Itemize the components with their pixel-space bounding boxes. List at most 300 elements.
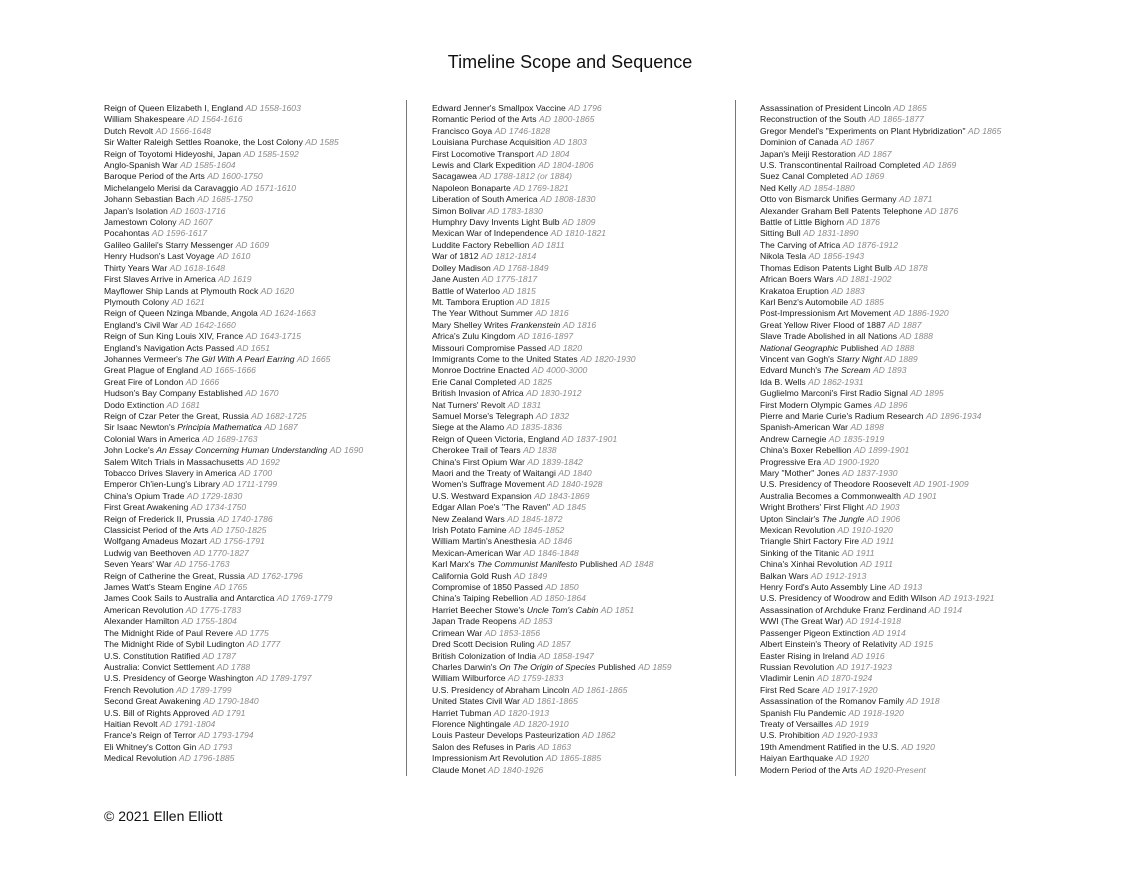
timeline-entry: [760, 491, 1052, 502]
timeline-entry: [760, 240, 1052, 251]
timeline-entry: [432, 571, 728, 582]
timeline-entry: [432, 730, 728, 741]
timeline-entry: [760, 411, 1052, 422]
timeline-entry: [104, 263, 400, 274]
timeline-entry: [432, 708, 728, 719]
event-name: England's Navigation Acts Passed: [104, 342, 235, 353]
event-name: Claude Monet: [432, 764, 486, 775]
event-date: AD 1820-1930: [580, 353, 636, 364]
timeline-entry: [104, 377, 400, 388]
timeline-entry: [104, 217, 400, 228]
timeline-entry: [104, 354, 400, 365]
event-name: William Wilburforce: [432, 673, 506, 684]
event-name: China's Taiping Rebellion: [432, 593, 529, 604]
event-date: AD 1914-1918: [845, 616, 902, 627]
event-name: China's Boxer Rebellion: [760, 445, 852, 456]
event-name: China's First Opium War: [432, 456, 526, 467]
timeline-entry: [432, 331, 728, 342]
event-name: France's Reign of Terror: [104, 730, 196, 741]
event-name: Haiyan Earthquake: [760, 753, 834, 764]
event-date: AD 1901-1909: [913, 479, 969, 490]
event-date: AD 1831: [507, 399, 542, 410]
event-name-suffix: Published: [577, 559, 618, 570]
event-name: U.S. Presidency of Woodrow and Edith Wilson: [760, 593, 937, 604]
event-date: AD 1843-1869: [534, 490, 590, 501]
event-name: Mexican War of Independence: [432, 228, 549, 239]
timeline-entry: [760, 457, 1052, 468]
timeline-entry: [760, 183, 1052, 194]
timeline-entry: [760, 719, 1052, 730]
timeline-entry: [432, 137, 728, 148]
event-name: Francisco Goya: [432, 125, 493, 136]
timeline-entry: [104, 753, 400, 764]
event-date: AD 1609: [235, 239, 270, 250]
event-date: AD 1816-1897: [517, 331, 574, 342]
timeline-entry: [760, 377, 1052, 388]
timeline-entry: [432, 354, 728, 365]
event-date: AD 1886-1920: [893, 308, 949, 319]
work-title: Starry Night: [836, 353, 882, 364]
timeline-entry: [432, 126, 728, 137]
event-name: Nikola Tesla: [760, 251, 807, 262]
event-name: Karl Marx's: [432, 559, 478, 570]
event-date: AD 1856-1943: [808, 251, 865, 262]
timeline-entry: [104, 149, 400, 160]
event-name: Missouri Compromise Passed: [432, 342, 547, 353]
event-date: AD 1690: [329, 445, 364, 456]
event-name: Florence Nightingale: [432, 718, 511, 729]
event-date: AD 1845-1872: [507, 513, 563, 524]
event-name: Liberation of South America: [432, 194, 538, 205]
event-date: AD 1820-1913: [493, 707, 550, 718]
event-date: AD 1681: [166, 399, 201, 410]
event-name: Battle of Little Bighorn: [760, 217, 845, 228]
timeline-entry: [432, 468, 728, 479]
event-name: Anglo-Spanish War: [104, 160, 178, 171]
event-date: AD 1911: [861, 536, 895, 547]
event-name: Reign of Queen Nzinga Mbande, Angola: [104, 308, 258, 319]
event-name: Nat Turners' Revolt: [432, 399, 506, 410]
timeline-entry: [104, 286, 400, 297]
timeline-entry: [760, 365, 1052, 376]
event-date: AD 1775-1783: [185, 604, 242, 615]
timeline-entry: [104, 639, 400, 650]
timeline-entry: [760, 582, 1052, 593]
event-name: Vladimir Lenin: [760, 673, 815, 684]
timeline-entry: [432, 696, 728, 707]
event-date: AD 1620: [260, 285, 295, 296]
timeline-entry: [760, 388, 1052, 399]
event-name: Post-Impressionism Art Movement: [760, 308, 891, 319]
event-date: AD 1787: [202, 650, 236, 661]
timeline-entry: [760, 479, 1052, 490]
event-date: AD 1756-1763: [174, 559, 230, 570]
event-name: Modern Period of the Arts: [760, 764, 858, 775]
event-name: Sir Walter Raleigh Settles Roanoke, the Lost Colony: [104, 137, 303, 148]
event-date: AD 1869: [850, 171, 885, 182]
timeline-entry: [432, 422, 728, 433]
event-name: French Revolution: [104, 684, 174, 695]
timeline-entry: [432, 502, 728, 513]
timeline-entry: [432, 548, 728, 559]
timeline-entry: [760, 639, 1052, 650]
event-date: AD 1840-1926: [487, 764, 544, 775]
event-name: Africa's Zulu Kingdom: [432, 331, 516, 342]
event-date: AD 1607: [179, 217, 213, 228]
event-date: AD 1887: [888, 319, 922, 330]
event-name: The Carving of Africa: [760, 239, 841, 250]
event-name: The Midnight Ride of Paul Revere: [104, 627, 233, 638]
event-date: AD 1624-1663: [260, 308, 316, 319]
timeline-entry: [432, 171, 728, 182]
event-name: Eli Whitney's Cotton Gin: [104, 741, 197, 752]
event-date: AD 1746-1828: [494, 125, 551, 136]
event-name: Sir Isaac Newton's: [104, 422, 178, 433]
event-name: Jane Austen: [432, 274, 480, 285]
event-date: AD 1871: [898, 194, 933, 205]
page-title: Timeline Scope and Sequence: [447, 52, 693, 72]
event-date: AD 1851: [600, 604, 635, 615]
event-name: Crimean War: [432, 627, 483, 638]
event-name: Reign of Queen Victoria, England: [432, 433, 560, 444]
timeline-entry: [760, 274, 1052, 285]
timeline-entry: [432, 593, 728, 604]
event-date: AD 1876: [846, 217, 880, 228]
event-name: Reign of Frederick II, Prussia: [104, 513, 215, 524]
event-name: Ned Kelly: [760, 182, 797, 193]
event-date: AD 1820-1910: [513, 718, 569, 729]
event-name: 19th Amendment Ratified in the U.S.: [760, 741, 900, 752]
event-date: AD 1898: [850, 422, 884, 433]
event-name: WWI (The Great War): [760, 616, 844, 627]
event-date: AD 1876: [924, 205, 959, 216]
timeline-entry: [432, 183, 728, 194]
event-date: AD 1919: [835, 718, 869, 729]
event-name: Reign of Czar Peter the Great, Russia: [104, 410, 249, 421]
event-date: AD 1863: [537, 741, 572, 752]
event-name: Immigrants Come to the United States: [432, 353, 578, 364]
event-name: Reign of Sun King Louis XIV, France: [104, 331, 244, 342]
event-date: AD 1564-1616: [187, 114, 243, 125]
event-date: AD 1825: [518, 376, 552, 387]
event-date: AD 1643-1715: [245, 331, 302, 342]
event-date: AD 1901: [903, 490, 937, 501]
event-date: AD 1783-1830: [487, 205, 543, 216]
event-name: Andrew Carnegie: [760, 433, 827, 444]
event-name: Cherokee Trail of Tears: [432, 445, 521, 456]
event-date: AD 1865: [893, 103, 927, 113]
event-name: Seven Years' War: [104, 559, 172, 570]
event-date: AD 1756-1791: [209, 536, 265, 547]
event-date: AD 1865-1885: [545, 753, 602, 764]
timeline-entry: [104, 388, 400, 399]
timeline-entry: [760, 548, 1052, 559]
timeline-entry: [432, 434, 728, 445]
event-date: AD 1913: [888, 582, 923, 593]
timeline-entry: [760, 571, 1052, 582]
event-date: AD 1867: [840, 137, 875, 148]
event-date: AD 1837-1901: [561, 433, 618, 444]
timeline-entry: [760, 331, 1052, 342]
timeline-entry: [104, 114, 400, 125]
timeline-entry: [760, 468, 1052, 479]
timeline-entry: [432, 320, 728, 331]
event-name: California Gold Rush: [432, 570, 512, 581]
event-date: AD 1876-1912: [842, 239, 899, 250]
timeline-entry: [104, 491, 400, 502]
event-name: Siege at the Alamo: [432, 422, 505, 433]
event-name: First Great Awakening: [104, 502, 189, 513]
event-date: AD 1775: [235, 627, 269, 638]
event-date: AD 1603-1716: [170, 205, 226, 216]
timeline-entry: [432, 536, 728, 547]
work-title: The Jungle: [821, 513, 865, 524]
event-name: Balkan Wars: [760, 570, 809, 581]
timeline-entry: [432, 114, 728, 125]
timeline-entry: [760, 502, 1052, 513]
event-date: AD 1911: [860, 559, 893, 570]
timeline-entry: [432, 343, 728, 354]
event-date: AD 1734-1750: [190, 502, 247, 513]
timeline-entry: [432, 274, 728, 285]
event-date: AD 1837-1930: [842, 468, 898, 478]
event-name: China's Xinhai Revolution: [760, 559, 858, 570]
timeline-entry: [760, 114, 1052, 125]
event-date: AD 1840-1928: [547, 479, 603, 490]
event-date: AD 1689-1763: [202, 433, 258, 444]
event-date: AD 1804: [536, 148, 570, 159]
timeline-entry: [432, 753, 728, 764]
timeline-entry: [432, 445, 728, 456]
event-date: AD 1906: [866, 513, 901, 524]
event-date: AD 1809: [561, 217, 596, 228]
event-date: AD 1867: [858, 148, 892, 159]
event-date: AD 1793-1794: [198, 730, 254, 741]
event-name: Great Fire of London: [104, 376, 184, 387]
event-date: AD 1913-1921: [938, 593, 995, 604]
event-name: First Locomotive Transport: [432, 148, 534, 159]
event-date: AD 1596-1617: [151, 228, 208, 239]
timeline-entry: [104, 616, 400, 627]
event-date: AD 1914: [872, 627, 906, 638]
timeline-entry: [760, 651, 1052, 662]
event-date: AD 1796-1885: [179, 753, 235, 764]
event-date: AD 1665: [296, 353, 331, 364]
event-name: The Year Without Summer: [432, 308, 533, 319]
event-date: AD 1835-1919: [828, 433, 885, 444]
event-date: AD 1850-1864: [530, 593, 586, 604]
event-name: Edvard Munch's: [760, 365, 824, 376]
timeline-entry: [104, 320, 400, 331]
event-name: Spanish-American War: [760, 422, 849, 433]
timeline-entry: [104, 685, 400, 696]
event-name: Australia Becomes a Commonwealth: [760, 490, 901, 501]
event-date: AD 1885: [850, 296, 884, 307]
event-name: England's Civil War: [104, 319, 178, 330]
event-name: Dolley Madison: [432, 262, 491, 273]
timeline-column-1: [104, 103, 400, 765]
event-date: AD 1815: [502, 285, 536, 296]
timeline-entry: [104, 343, 400, 354]
column-divider: [735, 100, 736, 776]
event-name: Henry Ford's Auto Assembly Line: [760, 582, 887, 593]
event-name: U.S. Constitution Ratified: [104, 650, 201, 661]
event-date: AD 1682-1725: [251, 410, 307, 421]
event-name: Mt. Tambora Eruption: [432, 296, 514, 307]
event-name: Emperor Ch'ien-Lung's Library: [104, 479, 221, 490]
event-name: Alexander Graham Bell Patents Telephone: [760, 205, 923, 216]
timeline-entry: [432, 514, 728, 525]
event-name: Treaty of Versailles: [760, 718, 833, 729]
event-date: AD 1811: [531, 239, 565, 250]
timeline-entry: [432, 525, 728, 536]
timeline-entry: [104, 525, 400, 536]
event-date: AD 1888: [899, 331, 933, 342]
event-date: AD 1769-1821: [513, 182, 569, 193]
event-date: AD 1666: [185, 376, 220, 387]
work-title: On The Origin of Species: [499, 661, 596, 672]
event-name: United States Civil War: [432, 696, 521, 707]
event-name: Johannes Vermeer's: [104, 353, 185, 364]
event-name: Suez Canal Completed: [760, 171, 849, 182]
event-name: Johann Sebastian Bach: [104, 194, 195, 205]
timeline-entry: [760, 662, 1052, 673]
timeline-entry: [432, 639, 728, 650]
timeline-entry: [432, 217, 728, 228]
timeline-entry: [432, 616, 728, 627]
event-name: Thirty Years War: [104, 262, 168, 273]
event-name: Plymouth Colony: [104, 296, 169, 307]
event-name: Upton Sinclair's: [760, 513, 822, 524]
event-date: AD 1788-1812 (or 1884): [479, 171, 572, 182]
event-name: Dutch Revolt: [104, 125, 154, 136]
event-date: AD 1770-1827: [193, 547, 249, 558]
timeline-entry: [104, 708, 400, 719]
event-date: AD 1740-1786: [217, 513, 273, 524]
event-date: AD 1857: [537, 639, 571, 650]
timeline-entry: [432, 457, 728, 468]
timeline-entry: [104, 730, 400, 741]
event-name: Thomas Edison Patents Light Bulb: [760, 262, 892, 273]
event-date: AD 1883: [831, 285, 865, 296]
event-name: James Cook Sails to Australia and Antarctica: [104, 593, 275, 604]
work-title: An Essay Concerning Human Understanding: [156, 445, 328, 456]
event-name: U.S. Presidency of Abraham Lincoln: [432, 684, 570, 695]
event-name: Sinking of the Titanic: [760, 547, 840, 558]
timeline-entry: [104, 274, 400, 285]
event-name: First Red Scare: [760, 684, 820, 695]
event-name: Vincent van Gogh's: [760, 353, 837, 364]
event-name: U.S. Westward Expansion: [432, 490, 532, 501]
timeline-entry: [432, 251, 728, 262]
timeline-entry: [760, 525, 1052, 536]
event-date: AD 1916: [851, 650, 885, 661]
event-name: Great Yellow River Flood of 1887: [760, 319, 886, 330]
event-date: AD 1692: [246, 456, 280, 467]
timeline-entry: [760, 559, 1052, 570]
event-date: AD 1858-1947: [538, 650, 594, 661]
event-date: AD 4000-3000: [531, 365, 588, 376]
event-name: Karl Benz's Automobile: [760, 296, 849, 307]
event-date: AD 1917-1923: [836, 661, 892, 672]
event-date: AD 1920: [835, 753, 869, 764]
event-date: AD 1900-1920: [823, 456, 879, 467]
timeline-entry: [432, 228, 728, 239]
work-title: Frankenstein: [510, 319, 561, 330]
timeline-entry: [432, 103, 728, 114]
event-date: AD 1729-1830: [186, 490, 243, 501]
timeline-entry: [104, 536, 400, 547]
event-date: AD 1865-1877: [868, 114, 924, 125]
timeline-entry: [760, 263, 1052, 274]
event-name: Henry Hudson's Last Voyage: [104, 251, 215, 262]
timeline-entry: [104, 251, 400, 262]
timeline-entry: [432, 685, 728, 696]
timeline-entry: [104, 160, 400, 171]
event-date: AD 1642-1660: [180, 319, 236, 330]
event-date: AD 1571-1610: [240, 182, 297, 193]
timeline-entry: [432, 605, 728, 616]
event-name: U.S. Prohibition: [760, 730, 820, 741]
event-date: AD 1888: [880, 342, 915, 353]
event-date: AD 1899-1901: [853, 445, 910, 456]
event-name: First Modern Olympic Games: [760, 399, 872, 410]
timeline-entry: [760, 251, 1052, 262]
event-name: U.S. Bill of Rights Approved: [104, 707, 210, 718]
event-date: AD 1920-1933: [822, 730, 878, 741]
timeline-entry: [104, 548, 400, 559]
timeline-entry: [104, 240, 400, 251]
timeline-entry: [104, 514, 400, 525]
timeline-entry: [432, 673, 728, 684]
event-date: AD 1853: [518, 616, 553, 627]
timeline-entry: [104, 457, 400, 468]
event-name: Michelangelo Merisi da Caravaggio: [104, 182, 239, 193]
event-name: Otto von Bismarck Unifies Germany: [760, 194, 897, 205]
timeline-entry: [432, 240, 728, 251]
timeline-entry: [104, 445, 372, 456]
event-name: Japan Trade Reopens: [432, 616, 517, 627]
event-date: AD 1918: [906, 696, 940, 707]
event-date: AD 1687: [264, 422, 298, 433]
timeline-entry: [432, 297, 728, 308]
timeline-entry: [760, 742, 1052, 753]
event-date: AD 1853-1856: [484, 627, 541, 638]
event-date: AD 1800-1865: [539, 114, 595, 125]
timeline-entry: [432, 286, 728, 297]
event-date: AD 1796: [568, 103, 602, 113]
event-date: AD 1861-1865: [571, 684, 628, 695]
event-name: Mayflower Ship Lands at Plymouth Rock: [104, 285, 259, 296]
event-name: Assassination of Archduke Franz Ferdinand: [760, 604, 927, 615]
event-date: AD 1618-1648: [169, 262, 226, 273]
event-date: AD 1896: [874, 399, 908, 410]
event-date: AD 1889: [884, 353, 918, 364]
event-date: AD 1812-1814: [480, 251, 537, 262]
event-date: AD 1895: [910, 388, 944, 399]
event-name: Ida B. Wells: [760, 376, 806, 387]
timeline-entry: [760, 171, 1052, 182]
event-date: AD 1793: [198, 741, 233, 752]
event-date: AD 1804-1806: [538, 160, 594, 171]
event-name: Baroque Period of the Arts: [104, 171, 205, 182]
event-date: AD 1848: [619, 559, 654, 570]
timeline-entry: [760, 354, 1052, 365]
timeline-entry: [104, 206, 400, 217]
timeline-entry: [760, 137, 1052, 148]
event-name: Passenger Pigeon Extinction: [760, 627, 870, 638]
timeline-entry: [760, 194, 1052, 205]
